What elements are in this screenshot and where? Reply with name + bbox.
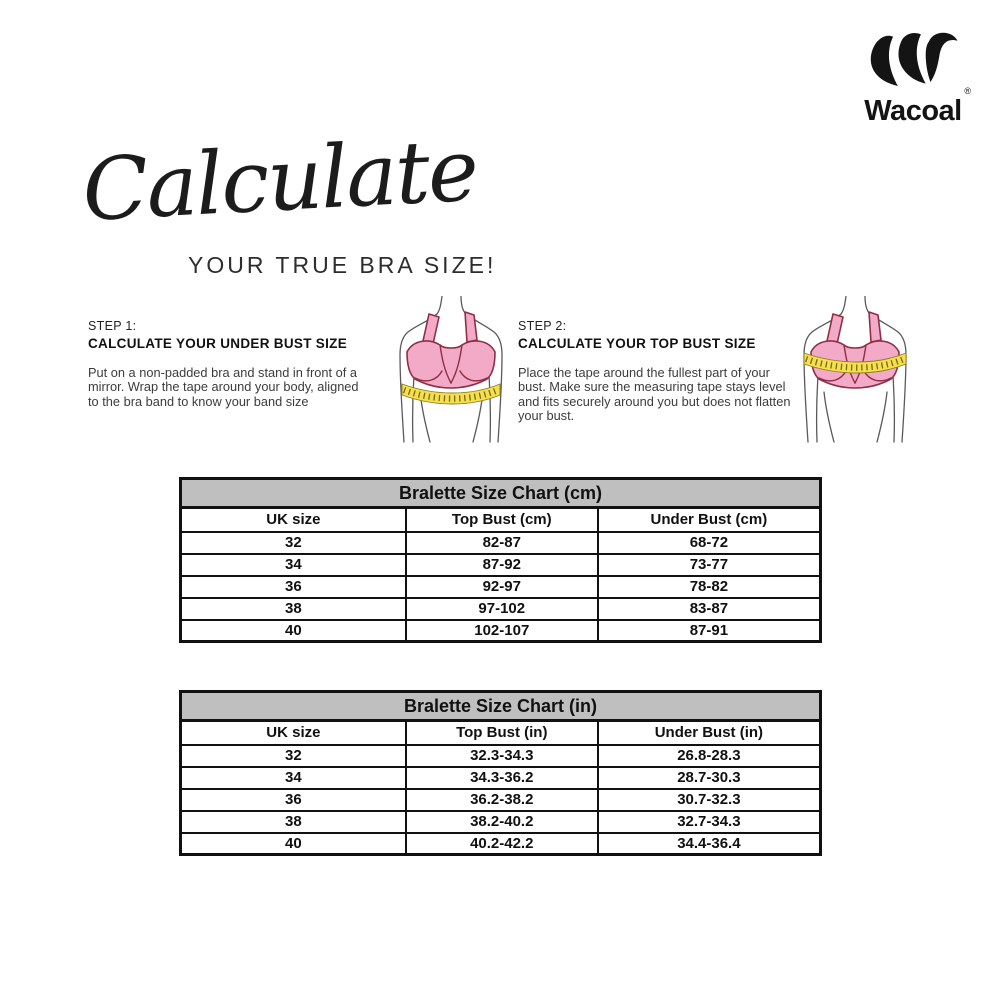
step-1-label: STEP 1: (88, 319, 137, 333)
step-2-title: CALCULATE YOUR TOP BUST SIZE (518, 336, 756, 351)
table-row (181, 598, 821, 620)
step-1-block (88, 319, 398, 409)
step-2-block (518, 319, 828, 423)
header-row (181, 721, 821, 745)
column-header-uk-size: UK size (181, 508, 406, 532)
size-chart-cm-table (179, 477, 822, 643)
cell-under-bust: 26.8-28.3 (598, 745, 821, 767)
cell-uk-size: 34 (181, 554, 406, 576)
cell-top-bust: 87-92 (406, 554, 598, 576)
cell-under-bust: 28.7-30.3 (598, 767, 821, 789)
cell-uk-size: 40 (181, 833, 406, 855)
registered-trademark: ® (964, 86, 971, 96)
cell-under-bust: 78-82 (598, 576, 821, 598)
cell-under-bust: 32.7-34.3 (598, 811, 821, 833)
cell-uk-size: 32 (181, 532, 406, 554)
header-row (181, 508, 821, 532)
cell-top-bust: 32.3-34.3 (406, 745, 598, 767)
column-header-top-bust: Top Bust (in) (406, 721, 598, 745)
step-1-body: Put on a non-padded bra and stand in front of a mirror. Wrap the tape around your body, aligned to the bra band to know your band size (88, 365, 359, 409)
table-row (181, 554, 821, 576)
table-row (181, 576, 821, 598)
script-title: Calculate (80, 120, 480, 241)
table-row (181, 833, 821, 855)
size-chart-in-table (179, 690, 822, 856)
cell-top-bust: 97-102 (406, 598, 598, 620)
column-header-under-bust: Under Bust (in) (598, 721, 821, 745)
table-title-cm: Bralette Size Chart (cm) (181, 479, 821, 508)
wacoal-logo (850, 32, 976, 128)
column-header-under-bust: Under Bust (cm) (598, 508, 821, 532)
table-row (181, 620, 821, 642)
cell-top-bust: 92-97 (406, 576, 598, 598)
column-header-top-bust: Top Bust (cm) (406, 508, 598, 532)
cell-top-bust: 38.2-40.2 (406, 811, 598, 833)
cell-under-bust: 34.4-36.4 (598, 833, 821, 855)
step-2-body: Place the tape around the fullest part of your bust. Make sure the measuring tape stays level and fits securely around you but does not flatten your bust. (518, 365, 791, 423)
table-row (181, 811, 821, 833)
cell-under-bust: 87-91 (598, 620, 821, 642)
cell-under-bust: 30.7-32.3 (598, 789, 821, 811)
cell-under-bust: 73-77 (598, 554, 821, 576)
cell-uk-size: 40 (181, 620, 406, 642)
cell-top-bust: 40.2-42.2 (406, 833, 598, 855)
step-2-label: STEP 2: (518, 319, 567, 333)
cell-under-bust: 68-72 (598, 532, 821, 554)
cell-top-bust: 102-107 (406, 620, 598, 642)
wacoal-butterfly-icon (861, 32, 971, 96)
table-row (181, 767, 821, 789)
cell-uk-size: 38 (181, 598, 406, 620)
cell-top-bust: 82-87 (406, 532, 598, 554)
cell-under-bust: 83-87 (598, 598, 821, 620)
hero-subtitle: YOUR TRUE BRA SIZE! (188, 252, 497, 278)
cell-uk-size: 32 (181, 745, 406, 767)
cell-uk-size: 36 (181, 576, 406, 598)
wacoal-wordmark: Wacoal (864, 95, 962, 127)
table-title-in: Bralette Size Chart (in) (181, 692, 821, 721)
column-header-uk-size: UK size (181, 721, 406, 745)
step-1-title: CALCULATE YOUR UNDER BUST SIZE (88, 336, 348, 351)
table-row (181, 745, 821, 767)
cell-uk-size: 34 (181, 767, 406, 789)
cell-uk-size: 38 (181, 811, 406, 833)
under-bust-measure-illustration (395, 296, 511, 444)
cell-top-bust: 36.2-38.2 (406, 789, 598, 811)
table-row (181, 532, 821, 554)
cell-uk-size: 36 (181, 789, 406, 811)
table-row (181, 789, 821, 811)
top-bust-measure-illustration (799, 296, 915, 444)
cell-top-bust: 34.3-36.2 (406, 767, 598, 789)
